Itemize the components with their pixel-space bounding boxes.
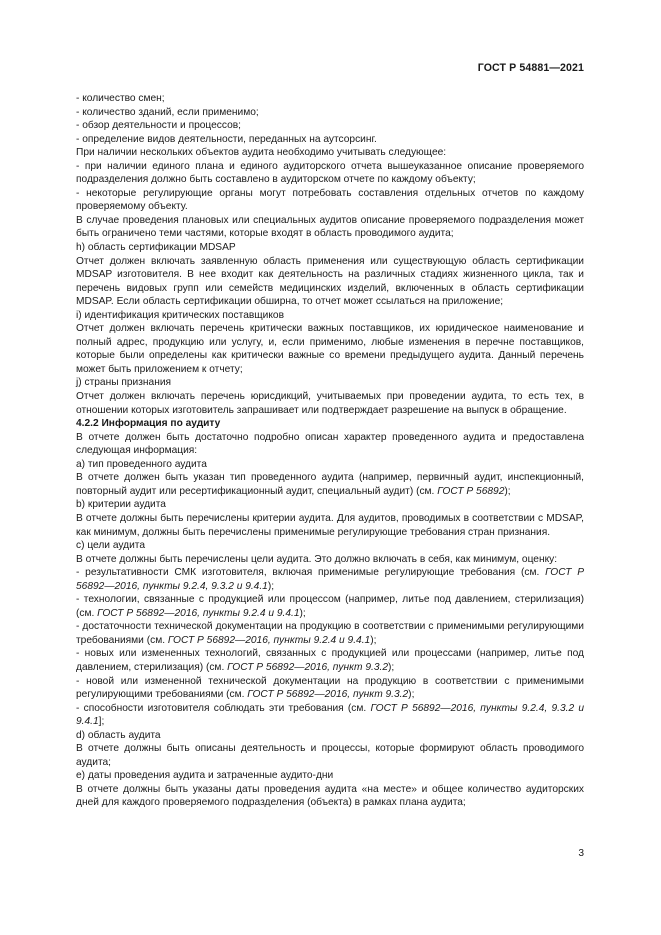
paragraph: i) идентификация критических поставщиков — [76, 309, 284, 321]
section-heading: 4.2.2 Информация по аудиту — [76, 418, 221, 430]
paragraph: - достаточности технической документации на продукцию в соответствии с применимыми регулирующими требованиями (см. ГОСТ Р 56892—2016, пункты 9.2.4 и 9.4.1); — [76, 621, 584, 646]
paragraph: b) критерии аудита — [76, 499, 166, 511]
paragraph: В отчете должен быть достаточно подробно описан характер проведенного аудита и предоставлена следующая информация: — [76, 431, 584, 457]
paragraph: - определение видов деятельности, переданных на аутсорсинг. — [76, 133, 377, 145]
paragraph: h) область сертификации MDSAP — [76, 242, 236, 254]
paragraph: - обзор деятельности и процессов; — [76, 120, 242, 132]
paragraph: В отчете должны быть описаны деятельность и процессы, которые формируют область проводимого аудита; — [76, 743, 584, 768]
paragraph: При наличии нескольких объектов аудита необходимо учитывать следующее: — [76, 147, 447, 159]
paragraph: a) тип проведенного аудита — [76, 458, 207, 470]
paragraph: В отчете должны быть перечислены критерии аудита. Для аудитов, проводимых в соответствии с MDSAP, как минимум, должны быть перечислены применимые регулирующие требования стран признания. — [76, 512, 584, 538]
paragraph: В случае проведения плановых или специальных аудитов описание проверяемого подразделения может быть ограничено теми частями, которые входят в область проводимого аудита; — [76, 214, 584, 240]
paragraph: e) даты проведения аудита и затраченные аудито-дни — [76, 770, 334, 782]
paragraph: - количество смен; — [76, 93, 165, 104]
paragraph: В отчете должны быть указаны даты проведения аудита «на месте» и общее количество аудиторских дней для каждого проверяемого подразделения (объекта) в рамках плана аудита; — [76, 783, 584, 809]
paragraph: - технологии, связанные с продукцией или процессом (например, литье под давлением, стерилизация) (см. ГОСТ Р 56892—2016, пункты 9.2.4 и 9.4.1); — [76, 594, 584, 619]
paragraph: - количество зданий, если применимо; — [76, 106, 259, 118]
paragraph: - новой или измененной технической документации на продукцию в соответствии с применимыми регулирующими требованиями (см. ГОСТ Р 56892—2016, пункт 9.3.2); — [76, 675, 584, 701]
paragraph: - результативности СМК изготовителя, включая применимые регулирующие требования (см. ГОСТ Р 56892—2016, пункты 9.2.4, 9.3.2 и 9.4.1); — [76, 567, 584, 592]
paragraph: d) область аудита — [76, 729, 161, 741]
page-number: 3 — [578, 848, 584, 859]
paragraph: - новых или измененных технологий, связанных с продукцией или процессами (например, литье под давлением, стерилизация) (см. ГОСТ Р 56892—2016, пункт 9.3.2); — [76, 648, 584, 673]
paragraph: В отчете должны быть перечислены цели аудита. Это должно включать в себя, как минимум, оценку: — [76, 553, 558, 565]
paragraph: - способности изготовителя соблюдать эти требования (см. ГОСТ Р 56892—2016, пункты 9.2.4, 9.3.2 и 9.4.1]; — [76, 702, 584, 728]
paragraph: В отчете должен быть указан тип проведенного аудита (например, первичный аудит, инспекционный, повторный аудит или ресертификационный аудит, специальный аудит) (см. ГОСТ Р 56892); — [76, 472, 584, 497]
paragraph: j) страны признания — [76, 377, 172, 389]
paragraph: Отчет должен включать перечень критически важных поставщиков, их юридическое наименование и полный адрес, продукцию или услугу, и, если применимо, любые изменения в перечне поставщиков, которые были определены как критически важные со времени предыдущего аудита. Данный перечень может быть приложением к отчету; — [76, 323, 584, 375]
paragraph: Отчет должен включать заявленную область применения или существующую область сертификации MDSAP изготовителя. В нее входит как деятельность на различных стадиях жизненного цикла, так и перечень видовых групп или семейств медицинских изделий, включенных в область сертификации MDSAP. Если область сертификации обширна, то отчет может ссылаться на приложение; — [76, 255, 584, 308]
paragraph: Отчет должен включать перечень юрисдикций, учитываемых при проведении аудита, то есть тех, в отношении которых изготовитель запрашивает или подтверждает разрешение на выпуск в обращение. — [76, 391, 584, 416]
paragraph: - некоторые регулирующие органы могут потребовать составления отдельных отчетов по каждому проверяемому объекту. — [76, 187, 584, 213]
paragraph: - при наличии единого плана и единого аудиторского отчета вышеуказанное описание проверяемого подразделения должно быть составлено в аудиторском отчете по каждому объекту; — [76, 160, 584, 186]
document-body — [76, 92, 584, 810]
paragraph: c) цели аудита — [76, 540, 145, 552]
document-number-header: ГОСТ Р 54881—2021 — [477, 62, 584, 74]
